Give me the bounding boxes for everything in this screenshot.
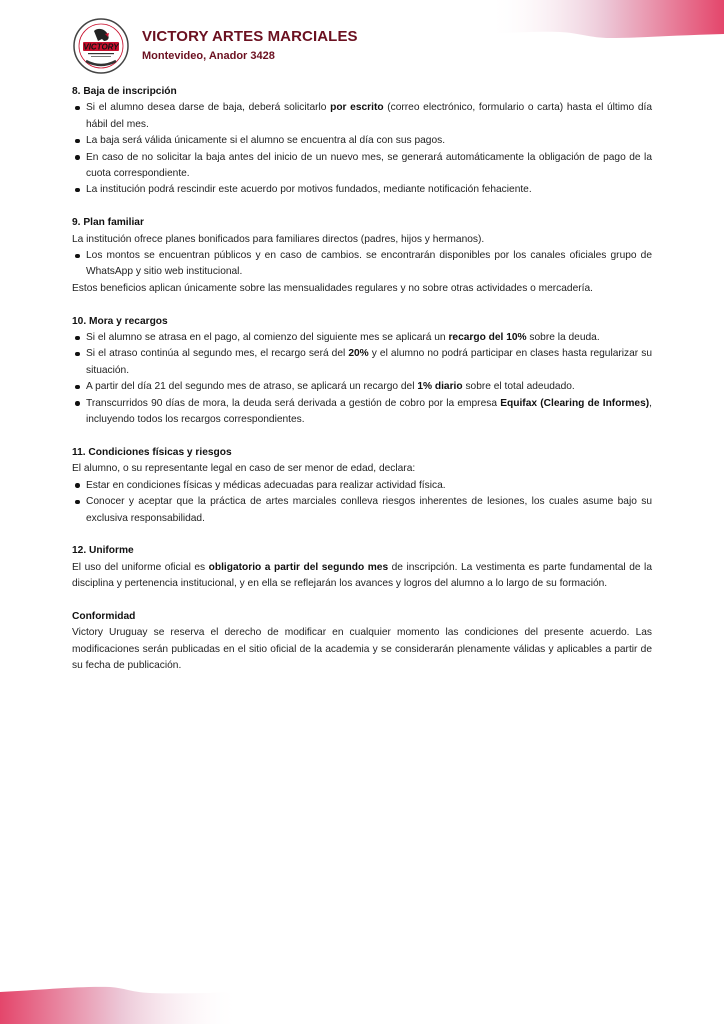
bullet-list — [72, 478, 652, 527]
svg-text:VICTORY: VICTORY — [83, 42, 119, 52]
section-title: Conformidad — [72, 610, 136, 622]
section-intro: La institución ofrece planes bonificados para familiares directos (padres, hijos y hermanos). — [72, 233, 485, 245]
list-item: A partir del día 21 del segundo mes de atraso, se aplicará un recargo del 1% diario sobre el total adeudado. — [72, 379, 652, 395]
academy-name: VICTORY ARTES MARCIALES — [142, 28, 358, 45]
section-title: 12. Uniforme — [72, 545, 134, 557]
bullet-list — [72, 330, 652, 428]
document-header — [72, 14, 358, 78]
section-title: 8. Baja de inscripción — [72, 86, 177, 97]
list-item: En caso de no solicitar la baja antes del inicio de un nuevo mes, se generará automáticamente la obligación de pago de la cuota correspondiente. — [72, 150, 652, 183]
list-item: Si el alumno se atrasa en el pago, al comienzo del siguiente mes se aplicará un recargo del 10% sobre la deuda. — [72, 330, 652, 346]
list-item: Estar en condiciones físicas y médicas adecuadas para realizar actividad física. — [72, 478, 652, 494]
list-item: Conocer y aceptar que la práctica de artes marciales conlleva riesgos inherentes de lesiones, los cuales asume bajo su exclusiva responsabilidad. — [72, 494, 652, 527]
footer-wave-decoration — [0, 982, 724, 1024]
academy-address: Montevideo, Anador 3428 — [142, 50, 275, 62]
section-mora-recargos — [72, 314, 652, 429]
list-item: Si el alumno desea darse de baja, deberá solicitarlo por escrito (correo electrónico, formulario o carta) hasta el último día hábil del mes. — [72, 100, 652, 133]
section-title: 9. Plan familiar — [72, 217, 144, 229]
list-item: Los montos se encuentran públicos y en caso de cambios. se encontrarán disponibles por los canales oficiales grupo de WhatsApp y sitio web institucional. — [72, 248, 652, 281]
list-item: Transcurridos 90 días de mora, la deuda será derivada a gestión de cobro por la empresa Equifax (Clearing de Informes), incluyendo todos los recargos correspondientes. — [72, 396, 652, 429]
section-uniforme — [72, 543, 652, 592]
section-title: 11. Condiciones físicas y riesgos — [72, 446, 232, 458]
section-title: 10. Mora y recargos — [72, 315, 168, 327]
section-conformidad — [72, 609, 652, 675]
section-condiciones-fisicas — [72, 445, 652, 527]
section-paragraph: Victory Uruguay se reserva el derecho de modificar en cualquier momento las condiciones del presente acuerdo. Las modificaciones serán publicadas en el sitio oficial de la academia y se considerarán plenamente válidas y aplicables a partir de su fecha de publicación. — [72, 627, 652, 672]
list-item: La institución podrá rescindir este acuerdo por motivos fundados, mediante notificación fehaciente. — [72, 182, 652, 198]
section-outro: Estos beneficios aplican únicamente sobre las mensualidades regulares y no sobre otras actividades o mercadería. — [72, 282, 593, 294]
bullet-list — [72, 248, 652, 281]
section-baja-inscripcion — [72, 84, 652, 199]
bullet-list — [72, 100, 652, 198]
document-body — [72, 84, 652, 691]
section-paragraph: El uso del uniforme oficial es obligatorio a partir del segundo mes de inscripción. La vestimenta es parte fundamental de la disciplina y pertenencia institucional, y en ella se reflejarán los avances y logros del alumno a lo largo de su formación. — [72, 561, 652, 590]
victory-logo — [72, 17, 130, 75]
logo-emblem-icon — [72, 17, 130, 75]
list-item: Si el atraso continúa al segundo mes, el recargo será del 20% y el alumno no podrá participar en clases hasta regularizar su situación. — [72, 346, 652, 379]
list-item: La baja será válida únicamente si el alumno se encuentra al día con sus pagos. — [72, 133, 652, 149]
section-plan-familiar — [72, 215, 652, 297]
section-intro: El alumno, o su representante legal en caso de ser menor de edad, declara: — [72, 463, 416, 475]
